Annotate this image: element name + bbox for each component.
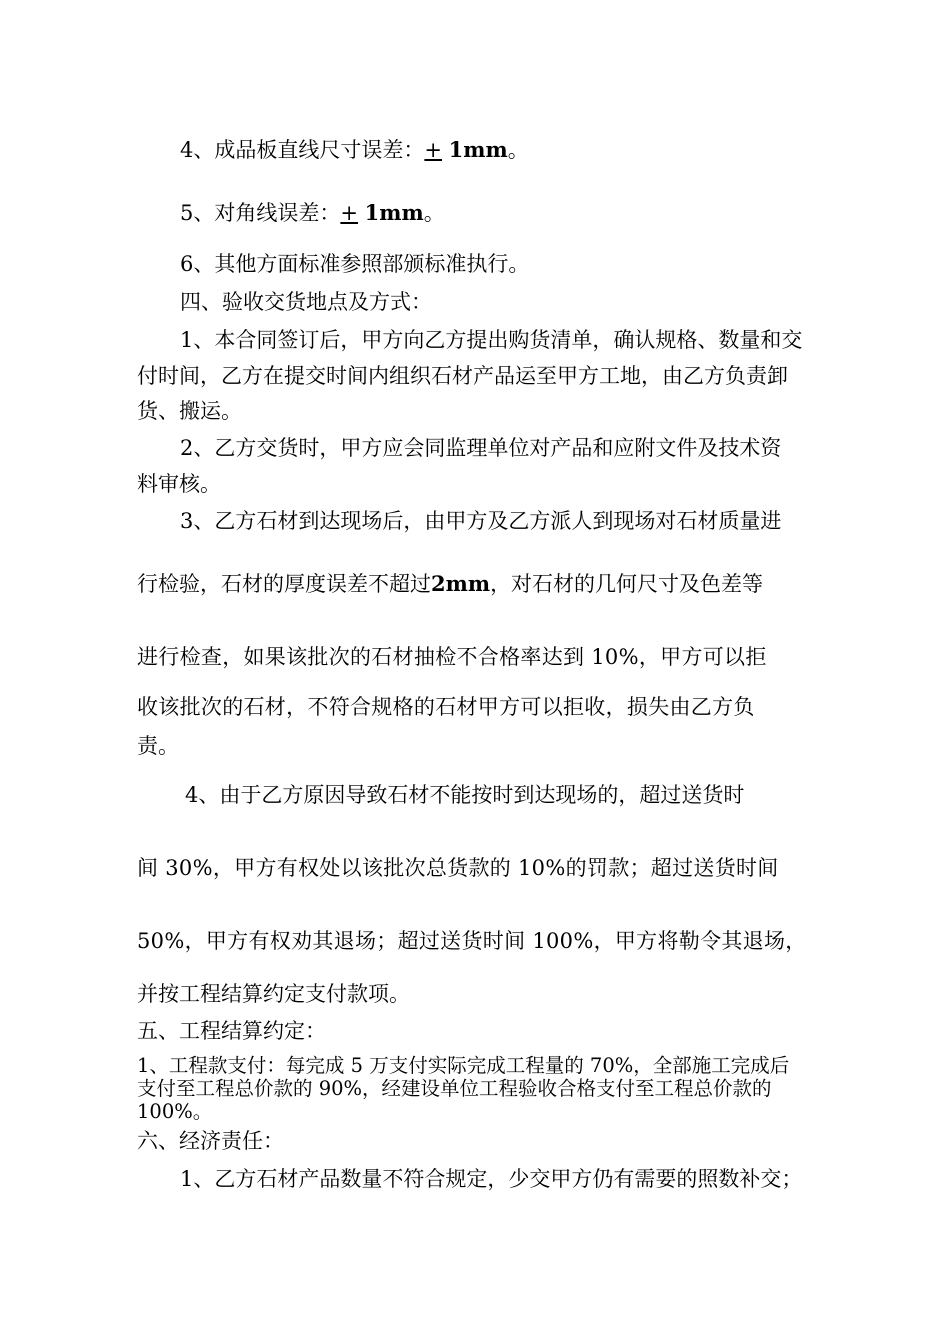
paragraph-line: 货、搬运。 <box>137 399 242 423</box>
section-heading: 四、验收交货地点及方式： <box>180 290 432 314</box>
paragraph-line: 4、由于乙方原因导致石材不能按时到达现场的，超过送货时 <box>185 783 745 807</box>
paragraph-line: 1、工程款支付：每完成 5 万支付实际完成工程量的 70%，全部施工完成后 <box>137 1054 790 1077</box>
paragraph-line: 5、对角线误差：+ 1mm。 <box>180 200 445 225</box>
paragraph-line: 付时间，乙方在提交时间内组织石材产品运至甲方工地，由乙方负责卸 <box>137 364 788 388</box>
paragraph-line: 间 30%，甲方有权处以该批次总货款的 10%的罚款；超过送货时间 <box>137 856 779 880</box>
paragraph-line: 责。 <box>137 734 179 758</box>
paragraph-line: 支付至工程总价款的 90%，经建设单位工程验收合格支付至工程总价款的 <box>137 1077 772 1100</box>
paragraph-line: 6、其他方面标准参照部颁标准执行。 <box>180 252 530 276</box>
paragraph-line: 2、乙方交货时，甲方应会同监理单位对产品和应附文件及技术资 <box>180 436 782 460</box>
paragraph-line: 料审核。 <box>137 472 221 496</box>
paragraph-line: 100%。 <box>137 1100 213 1123</box>
paragraph-line: 1、本合同签订后，甲方向乙方提出购货清单，确认规格、数量和交 <box>180 328 803 352</box>
plus-minus-sign: + <box>340 201 358 225</box>
paragraph-line: 进行检查，如果该批次的石材抽检不合格率达到 10%，甲方可以拒 <box>137 645 767 669</box>
paragraph-line: 收该批次的石材，不符合规格的石材甲方可以拒收，损失由乙方负 <box>137 695 755 719</box>
paragraph-line: 并按工程结算约定支付款项。 <box>137 982 410 1006</box>
paragraph-line: 3、乙方石材到达现场后，由甲方及乙方派人到现场对石材质量进 <box>180 509 782 533</box>
paragraph-line: 4、成品板直线尺寸误差：+ 1mm。 <box>180 137 529 162</box>
plus-minus-sign: + <box>424 138 442 162</box>
section-heading: 六、经济责任： <box>137 1129 284 1153</box>
section-heading: 五、工程结算约定： <box>137 1019 326 1043</box>
paragraph-line: 行检验，石材的厚度误差不超过2mm，对石材的几何尺寸及色差等 <box>137 571 764 596</box>
paragraph-line: 1、乙方石材产品数量不符合规定，少交甲方仍有需要的照数补交； <box>180 1167 803 1191</box>
paragraph-line: 50%，甲方有权劝其退场；超过送货时间 100%，甲方将勒令其退场， <box>137 929 807 953</box>
